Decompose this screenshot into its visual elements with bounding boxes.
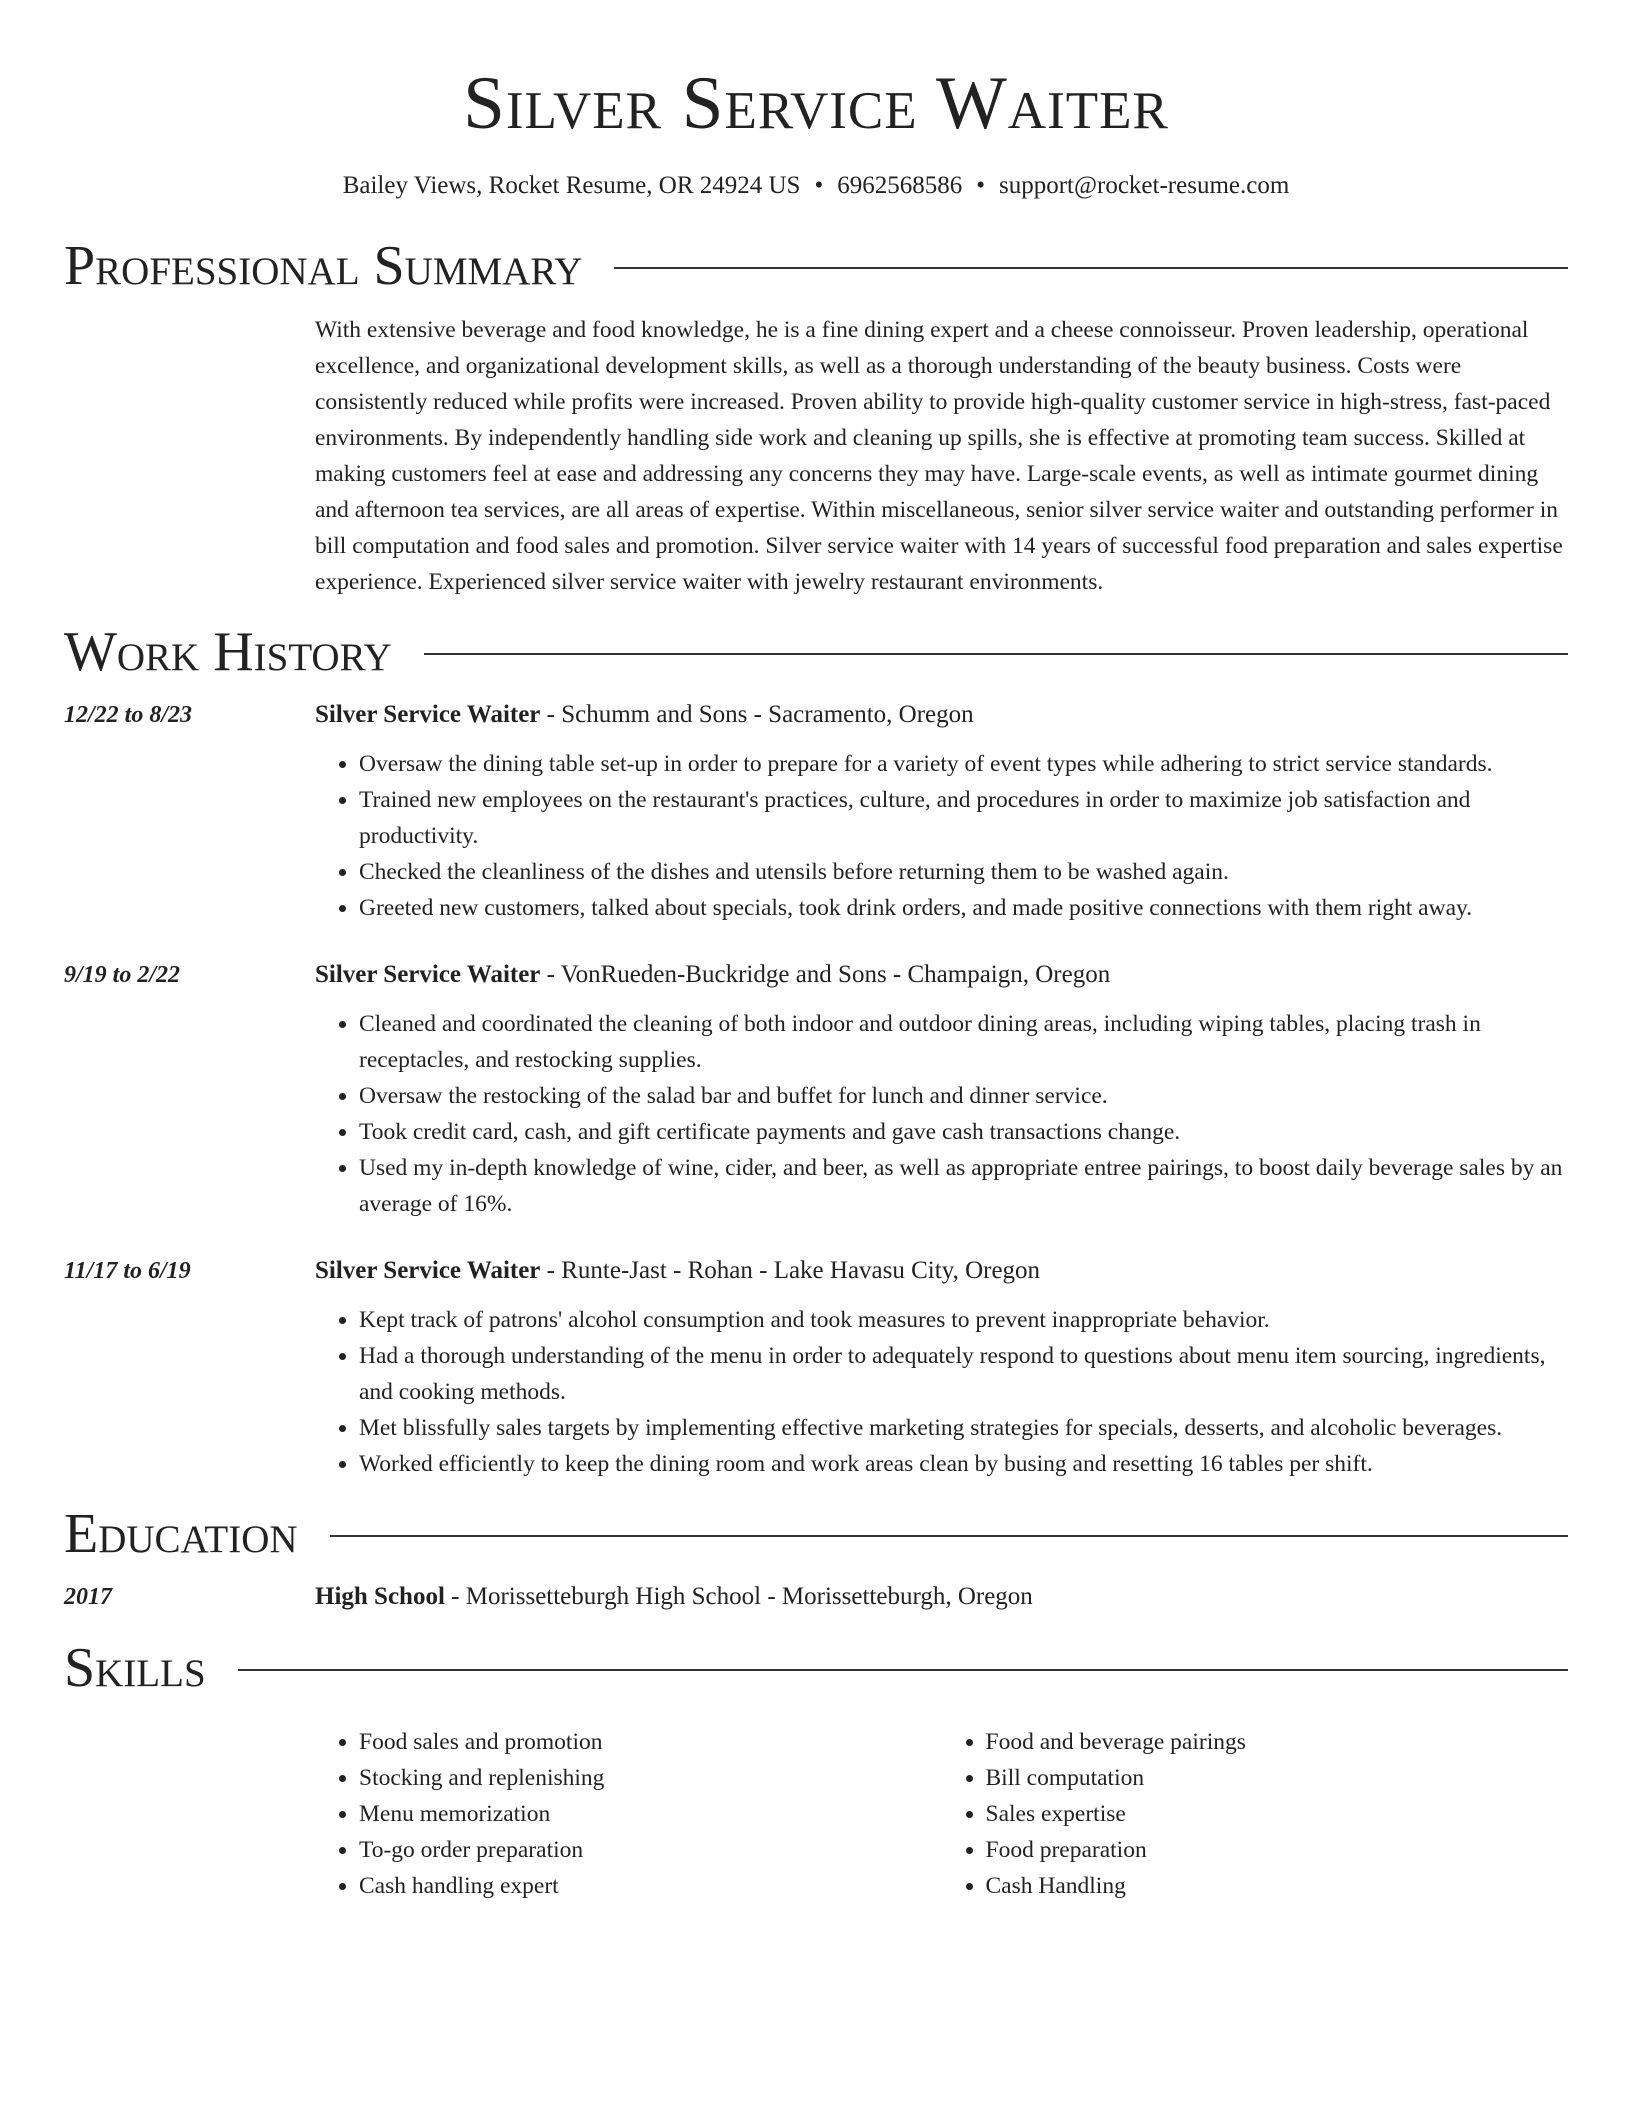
skill-item: • Stocking and replenishing — [359, 1760, 942, 1796]
job-bullet-list — [315, 1006, 1568, 1222]
summary-left-column — [64, 312, 315, 600]
skills-list-left — [315, 1724, 942, 1904]
contact-separator: • — [976, 172, 985, 199]
spacer — [64, 1006, 315, 1222]
job-bullet-list — [315, 1302, 1568, 1482]
education-year: 2017 — [64, 1584, 112, 1610]
job-bullets-row — [64, 1006, 1568, 1222]
job-bullet: • Worked efficiently to keep the dining room and work areas clean by busing and resetting 16 tables per shift. — [359, 1446, 1568, 1482]
job-bullet: • Met blissfully sales targets by implementing effective marketing strategies for specials, desserts, and alcoholic beverages. — [359, 1410, 1568, 1446]
job-entry — [64, 1254, 1568, 1482]
skill-item: • Bill computation — [986, 1760, 1569, 1796]
contact-separator: • — [814, 172, 824, 199]
job-title-line — [315, 958, 1568, 992]
skills-section-title: Skills — [64, 1637, 206, 1699]
skills-list-right — [942, 1724, 1569, 1904]
skill-item: • Menu memorization — [359, 1796, 942, 1832]
work-section-header — [64, 620, 1568, 684]
job-employer: - Runte-Jast - Rohan - Lake Havasu City, Oregon — [540, 1257, 1041, 1284]
job-bullet: • Had a thorough understanding of the menu in order to adequately respond to questions about menu item sourcing, ingredients, and cooking methods. — [359, 1338, 1568, 1410]
spacer — [64, 746, 315, 926]
job-entry — [64, 698, 1568, 926]
summary-section-title: Professional Summary — [64, 235, 583, 297]
job-entry — [64, 958, 1568, 1222]
education-entry — [64, 1580, 1568, 1614]
job-header — [64, 698, 1568, 732]
summary-text: With extensive beverage and food knowledge, he is a fine dining expert and a cheese connoisseur. Proven leadership, operational excellence, and organizational development skills, as well as a thorough understanding of the beauty business. Costs were consistently reduced while profits were increased. Proven ability to provide high-quality customer service in high-stress, fast-paced environments. By independently handling side work and cleaning up spills, she is effective at promoting team success. Skilled at making customers feel at ease and addressing any concerns they may have. Large-scale events, as well as intimate gourmet dining and afternoon tea services, are all areas of expertise. Within miscellaneous, senior silver service waiter and outstanding performer in bill computation and food sales and promotion. Silver service waiter with 14 years of successful food preparation and sales expertise experience. Experienced silver service waiter with jewelry restaurant environments. — [315, 317, 1563, 595]
summary-row — [64, 312, 1568, 600]
skills-grid — [315, 1724, 1568, 1904]
job-bullet: • Oversaw the dining table set-up in order to prepare for a variety of event types while adhering to strict service standards. — [359, 746, 1568, 782]
skills-row — [64, 1724, 1568, 1904]
education-school: - Morissetteburgh High School - Morissetteburgh, Oregon — [444, 1583, 1033, 1610]
job-header — [64, 1254, 1568, 1288]
job-bullet: • Checked the cleanliness of the dishes and utensils before returning them to be washed again. — [359, 854, 1568, 890]
job-role: Silver Service Waiter — [315, 701, 541, 728]
candidate-name: Silver Service Waiter — [463, 62, 1169, 145]
skill-item: • Food and beverage pairings — [986, 1724, 1569, 1760]
job-bullet-list — [315, 746, 1568, 926]
skill-item: • Cash Handling — [986, 1868, 1569, 1904]
job-bullet: • Oversaw the restocking of the salad bar and buffet for lunch and dinner service. — [359, 1078, 1568, 1114]
education-section-title: Education — [64, 1503, 298, 1565]
job-bullet: • Greeted new customers, talked about specials, took drink orders, and made positive connections with them right away. — [359, 890, 1568, 926]
section-divider — [238, 1669, 1568, 1671]
job-role: Silver Service Waiter — [315, 1257, 541, 1284]
skills-section-header — [64, 1636, 1568, 1700]
contact-phone: 6962568586 — [837, 172, 963, 199]
contact-line — [64, 170, 1568, 202]
work-section-title: Work History — [64, 621, 392, 683]
summary-section-header — [64, 234, 1568, 298]
contact-address: Bailey Views, Rocket Resume, OR 24924 US — [342, 172, 801, 199]
job-bullets-row — [64, 1302, 1568, 1482]
job-dates: 11/17 to 6/19 — [64, 1258, 191, 1284]
education-line — [315, 1580, 1568, 1614]
skill-item: • Food preparation — [986, 1832, 1569, 1868]
spacer — [64, 1302, 315, 1482]
job-bullet: • Trained new employees on the restaurant's practices, culture, and procedures in order to maximize job satisfaction and productivity. — [359, 782, 1568, 854]
skill-item: • Cash handling expert — [359, 1868, 942, 1904]
job-header — [64, 958, 1568, 992]
job-role: Silver Service Waiter — [315, 961, 541, 988]
section-divider — [330, 1535, 1568, 1537]
job-employer: - VonRueden-Buckridge and Sons - Champaign, Oregon — [540, 961, 1111, 988]
skill-item: • To-go order preparation — [359, 1832, 942, 1868]
skill-item: • Sales expertise — [986, 1796, 1569, 1832]
skill-item: • Food sales and promotion — [359, 1724, 942, 1760]
job-bullet: • Cleaned and coordinated the cleaning of both indoor and outdoor dining areas, including wiping tables, placing trash in receptacles, and restocking supplies. — [359, 1006, 1568, 1078]
job-dates: 9/19 to 2/22 — [64, 962, 181, 988]
job-bullet: • Used my in-depth knowledge of wine, cider, and beer, as well as appropriate entree pairings, to boost daily beverage sales by an average of 16%. — [359, 1150, 1568, 1222]
section-divider — [614, 267, 1568, 269]
job-title-line — [315, 698, 1568, 732]
job-bullets-row — [64, 746, 1568, 926]
education-section-header — [64, 1502, 1568, 1566]
job-dates: 12/22 to 8/23 — [64, 702, 193, 728]
job-bullet: • Took credit card, cash, and gift certificate payments and gave cash transactions change. — [359, 1114, 1568, 1150]
education-degree: High School — [315, 1583, 445, 1610]
spacer — [64, 1724, 315, 1904]
job-bullet: • Kept track of patrons' alcohol consumption and took measures to prevent inappropriate behavior. — [359, 1302, 1568, 1338]
contact-email: support@rocket-resume.com — [998, 172, 1290, 199]
job-title-line — [315, 1254, 1568, 1288]
job-employer: - Schumm and Sons - Sacramento, Oregon — [540, 701, 974, 728]
section-divider — [424, 653, 1568, 655]
